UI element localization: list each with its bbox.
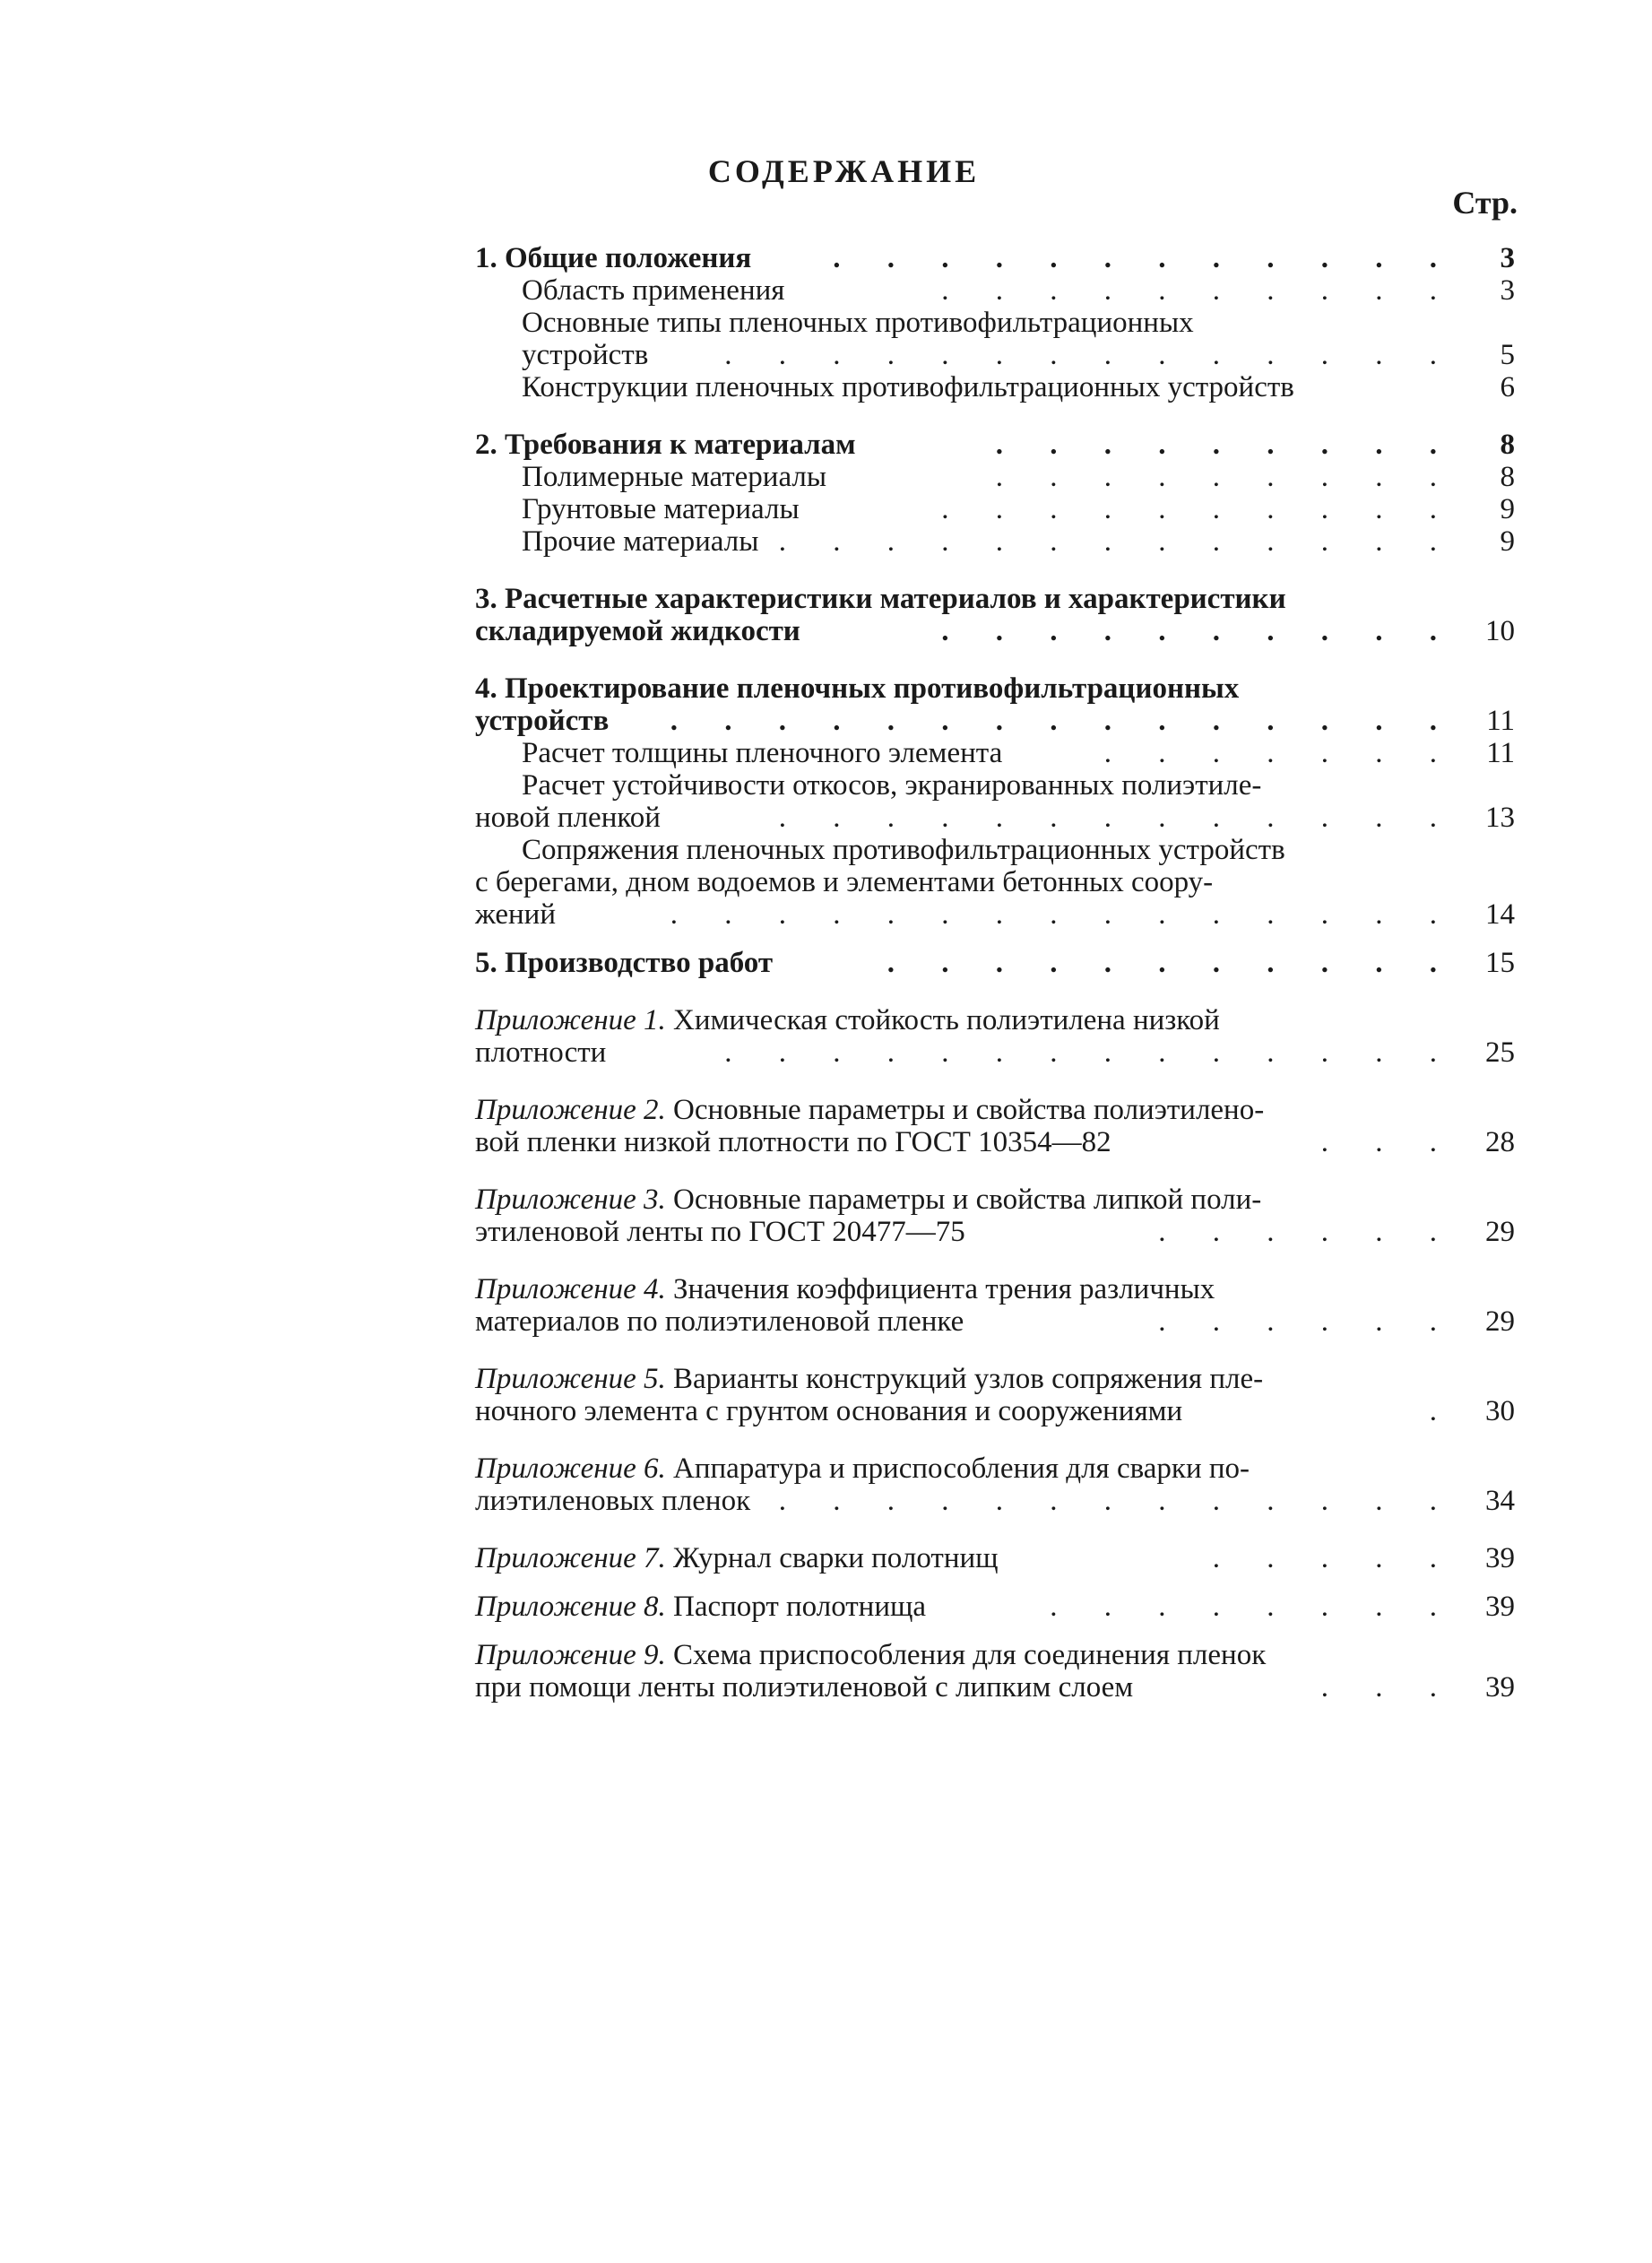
leader-dots: . . . . . . . . . . . . xyxy=(833,242,1457,274)
toc-entry-cont[interactable]: устройств . . . . . . . . . . . . . . . 11 xyxy=(475,705,1515,737)
leader-dots: . . . . . . . . . . . . . xyxy=(778,1485,1457,1517)
page-number: 13 xyxy=(1485,802,1515,834)
page-number: 25 xyxy=(1485,1036,1515,1069)
appendix-entry[interactable]: Приложение 1. Химическая стойкость полиэтилена низкой xyxy=(475,1004,1220,1036)
page-number: 15 xyxy=(1485,947,1515,979)
leader-dots: . . . xyxy=(1320,1671,1457,1704)
page-number: 9 xyxy=(1500,493,1515,525)
page-number: 39 xyxy=(1485,1671,1515,1704)
toc-entry[interactable]: 3. Расчетные характеристики материалов и характеристики xyxy=(475,583,1286,615)
toc-subentry[interactable]: Сопряжения пленочных противофильтрационных устройств xyxy=(522,834,1285,866)
toc-subentry-cont[interactable]: жений . . . . . . . . . . . . . . . 14 xyxy=(475,898,1515,931)
appendix-entry[interactable]: Приложение 7. Журнал сварки полотнищ . . . . . 39 xyxy=(475,1542,1515,1574)
appendix-entry-cont[interactable]: лиэтиленовых пленок . . . . . . . . . . . . . 34 xyxy=(475,1485,1515,1517)
toc-subentry[interactable]: Полимерные материалы . . . . . . . . . 8 xyxy=(522,461,1515,493)
toc-entry-cont[interactable]: складируемой жидкости . . . . . . . . . . 10 xyxy=(475,615,1515,647)
leader-dots: . . . . . . . . . xyxy=(995,429,1457,461)
toc-entry[interactable]: 1. Общие положения . . . . . . . . . . . . 3 xyxy=(475,242,1515,274)
leader-dots: . . . . . . xyxy=(1158,1305,1457,1338)
toc-subentry[interactable]: Расчет толщины пленочного элемента . . . . . . . 11 xyxy=(522,737,1515,769)
page-number: 29 xyxy=(1485,1305,1515,1338)
toc-subentry[interactable]: Конструкции пленочных противофильтрационных устройств 6 xyxy=(522,371,1515,403)
page-number: 14 xyxy=(1485,898,1515,931)
leader-dots: . . . . . . . . . . xyxy=(941,493,1457,525)
leader-dots: . . . . . . . . . . . . . . . xyxy=(670,898,1457,931)
page-number: 8 xyxy=(1500,461,1515,493)
toc-entry[interactable]: 5. Производство работ . . . . . . . . . . . 15 xyxy=(475,947,1515,979)
page-number: 6 xyxy=(1500,371,1515,403)
page-number: 11 xyxy=(1486,737,1515,769)
appendix-entry-cont[interactable]: этиленовой ленты по ГОСТ 20477—75 . . . . . . 29 xyxy=(475,1216,1515,1248)
page-column-label: Стр. xyxy=(1452,185,1518,221)
leader-dots: . . . . . . . . . . xyxy=(941,615,1457,647)
page-number: 34 xyxy=(1485,1485,1515,1517)
leader-dots: . . . . . . . . . . . . . xyxy=(778,802,1457,834)
leader-dots: . . . . . . . . xyxy=(1050,1591,1457,1623)
appendix-entry-cont[interactable]: при помощи ленты полиэтиленовой с липким слоем . . . 39 xyxy=(475,1671,1515,1704)
leader-dots: . . . . . . . . . . . . . . . xyxy=(670,705,1457,737)
leader-dots: . . . . . xyxy=(1212,1542,1457,1574)
appendix-entry[interactable]: Приложение 3. Основные параметры и свойства липкой поли- xyxy=(475,1184,1262,1216)
page-number: 29 xyxy=(1485,1216,1515,1248)
leader-dots: . . . . . . . . . . xyxy=(941,274,1457,307)
page-number: 30 xyxy=(1485,1395,1515,1427)
toc-subentry[interactable]: Прочие материалы . . . . . . . . . . . . . 9 xyxy=(522,525,1515,558)
appendix-entry-cont[interactable]: вой пленки низкой плотности по ГОСТ 10354—82 . . . 28 xyxy=(475,1126,1515,1158)
appendix-entry-cont[interactable]: плотности . . . . . . . . . . . . . . 25 xyxy=(475,1036,1515,1069)
toc-entry[interactable]: 2. Требования к материалам . . . . . . . . . 8 xyxy=(475,429,1515,461)
leader-dots: . . . . . . . . . . . . . . xyxy=(724,1036,1457,1069)
appendix-entry-cont[interactable]: ночного элемента с грунтом основания и сооружениями . 30 xyxy=(475,1395,1515,1427)
toc-subentry[interactable]: Грунтовые материалы . . . . . . . . . . 9 xyxy=(522,493,1515,525)
page-number: 3 xyxy=(1500,274,1515,307)
appendix-entry[interactable]: Приложение 4. Значения коэффициента трения различных xyxy=(475,1273,1215,1305)
leader-dots: . . . . . . xyxy=(1158,1216,1457,1248)
leader-dots: . . . . . . . . . xyxy=(995,461,1457,493)
page-title: СОДЕРЖАНИЕ xyxy=(707,153,981,189)
leader-dots: . . . . . . . . . . . xyxy=(887,947,1457,979)
toc-subentry-cont[interactable]: устройств . . . . . . . . . . . . . . 5 xyxy=(522,339,1515,371)
page-number: 3 xyxy=(1500,242,1515,274)
page-number: 39 xyxy=(1485,1542,1515,1574)
leader-dots: . . . xyxy=(1320,1126,1457,1158)
page-number: 8 xyxy=(1500,429,1515,461)
toc-subentry-cont[interactable]: новой пленкой . . . . . . . . . . . . . 13 xyxy=(475,802,1515,834)
page-number: 5 xyxy=(1500,339,1515,371)
appendix-entry[interactable]: Приложение 2. Основные параметры и свойства полиэтилено- xyxy=(475,1094,1265,1126)
page-number: 9 xyxy=(1500,525,1515,558)
toc-subentry-cont[interactable]: с берегами, дном водоемов и элементами бетонных соору- xyxy=(475,866,1214,898)
table-of-contents xyxy=(475,242,1515,1704)
page-number: 11 xyxy=(1486,705,1515,737)
leader-dots: . . . . . . . . . . . . . . xyxy=(724,339,1457,371)
toc-subentry[interactable]: Основные типы пленочных противофильтрационных xyxy=(522,307,1194,339)
toc-subentry[interactable]: Область применения . . . . . . . . . . 3 xyxy=(522,274,1515,307)
toc-entry[interactable]: 4. Проектирование пленочных противофильтрационных xyxy=(475,672,1240,705)
leader-dots: . xyxy=(1429,1395,1457,1427)
appendix-entry[interactable]: Приложение 9. Схема приспособления для соединения пленок xyxy=(475,1639,1267,1671)
appendix-entry[interactable]: Приложение 6. Аппаратура и приспособления для сварки по- xyxy=(475,1452,1250,1485)
page-number: 28 xyxy=(1485,1126,1515,1158)
appendix-entry-cont[interactable]: материалов по полиэтиленовой пленке . . . . . . 29 xyxy=(475,1305,1515,1338)
appendix-entry[interactable]: Приложение 5. Варианты конструкций узлов сопряжения пле- xyxy=(475,1363,1264,1395)
toc-subentry[interactable]: Расчет устойчивости откосов, экранированных полиэтиле- xyxy=(522,769,1262,802)
appendix-entry[interactable]: Приложение 8. Паспорт полотнища . . . . . . . . 39 xyxy=(475,1591,1515,1623)
page-number: 39 xyxy=(1485,1591,1515,1623)
leader-dots: . . . . . . . xyxy=(1103,737,1457,769)
leader-dots: . . . . . . . . . . . . . xyxy=(778,525,1457,558)
page-number: 10 xyxy=(1485,615,1515,647)
